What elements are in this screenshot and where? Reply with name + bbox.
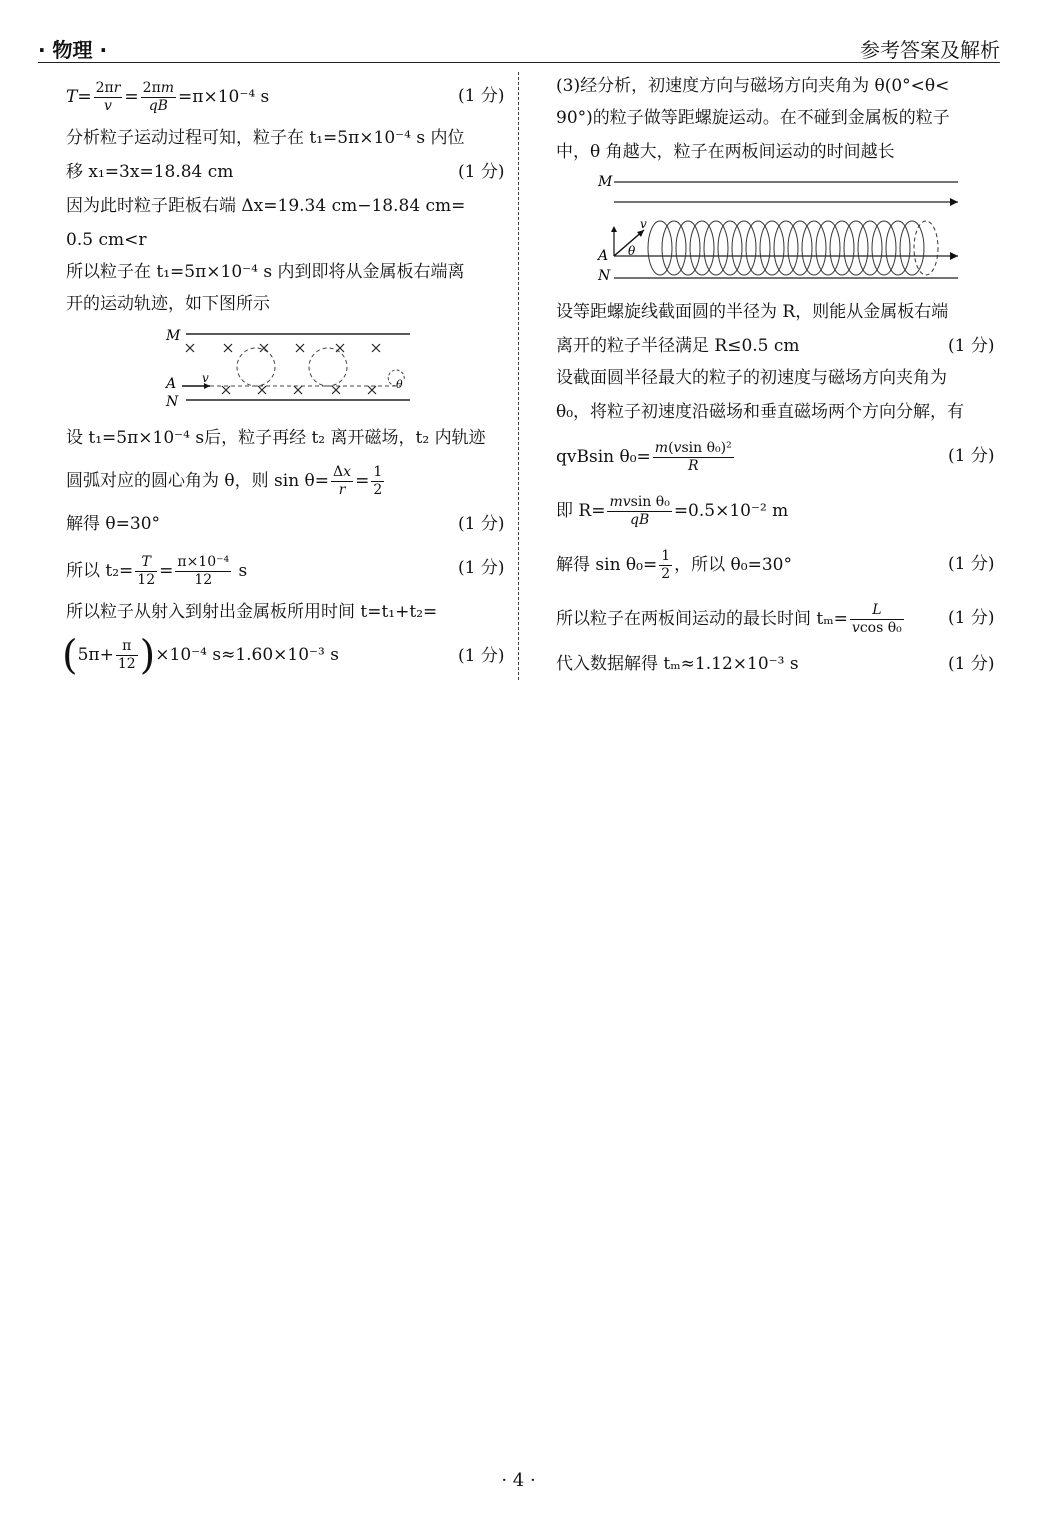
label-n: N (598, 268, 611, 284)
helix-figure (594, 168, 964, 288)
text-line: 0.5 cm<r (66, 230, 147, 250)
score-mark: (1 分) (458, 646, 505, 666)
text-line: 中，θ 角越大，粒子在两板间运动的时间越长 (556, 142, 895, 162)
text-line: 设截面圆半径最大的粒子的初速度与磁场方向夹角为 (556, 368, 947, 388)
radius-equation: 即 R= $\frac{\text{mvsin θ₀}}{qB}$ =0.5×10⁻² m (556, 494, 789, 528)
score-mark: (1 分) (948, 446, 995, 466)
sin-theta-line: 圆弧对应的圆心角为 θ，则 sin θ= $\frac{\Delta x}{r}$ = $\frac{1}{2}$ (66, 464, 383, 498)
score-mark: (1 分) (948, 554, 995, 574)
period-formula: T= $\frac{2\pi r}{v}$ = $\frac{2\pi m}{qB}$ =π×10⁻⁴ s (66, 80, 270, 114)
header-title: 参考答案及解析 (860, 38, 1000, 62)
score-mark: (1 分) (458, 558, 505, 578)
text-line: 90°)的粒子做等距螺旋运动。在不碰到金属板的粒子 (556, 108, 950, 128)
text-line: 所以粒子在 t₁=5π×10⁻⁴ s 内到即将从金属板右端离 (66, 262, 465, 282)
total-time-formula: (5π+ $\frac{\pi}{12}$ )×10⁻⁴ s≈1.60×10⁻³ s (62, 632, 339, 679)
label-v: v (640, 217, 647, 231)
label-theta: θ (628, 244, 636, 258)
score-mark: (1 分) (948, 608, 995, 628)
max-time-formula: 所以粒子在两板间运动的最长时间 tₘ= $\frac{L}{\text{vcos θ₀}}$ (556, 602, 902, 636)
text-line: 解得 θ=30° (66, 514, 161, 534)
score-mark: (1 分) (458, 86, 505, 106)
text-line: 开的运动轨迹，如下图所示 (66, 294, 270, 314)
theta0-solution: 解得 sin θ₀= $\frac{1}{2}$ ，所以 θ₀=30° (556, 548, 792, 582)
label-m: M (166, 328, 181, 344)
label-theta: θ (396, 378, 403, 391)
label-v: v (202, 371, 209, 385)
score-mark: (1 分) (458, 514, 505, 534)
text-line: 因为此时粒子距板右端 Δx=19.34 cm−18.84 cm= (66, 196, 466, 216)
label-m: M (598, 174, 613, 190)
text-line: 移 x₁=3x=18.84 cm (66, 162, 234, 182)
subject-label: · 物理 · (38, 38, 108, 62)
text-line: 设 t₁=5π×10⁻⁴ s后，粒子再经 t₂ 离开磁场，t₂ 内轨迹 (66, 428, 486, 448)
force-equation: qvBsin θ₀= $\frac{\text{m(vsin θ₀)²}}{R}$ (556, 440, 732, 474)
label-a: A (166, 376, 177, 392)
label-n: N (166, 394, 179, 410)
label-a: A (598, 248, 609, 264)
text-line: θ₀，将粒子初速度沿磁场和垂直磁场两个方向分解，有 (556, 402, 965, 422)
score-mark: (1 分) (948, 336, 995, 356)
score-mark: (1 分) (458, 162, 505, 182)
column-divider (518, 72, 519, 680)
score-mark: (1 分) (948, 654, 995, 674)
text-line: 代入数据解得 tₘ≈1.12×10⁻³ s (556, 654, 799, 674)
text-line: 所以粒子从射入到射出金属板所用时间 t=t₁+t₂= (66, 602, 438, 622)
page-header (38, 30, 1000, 63)
t2-formula: 所以 t₂= $\frac{T}{12}$ = $\frac{\text{π×10⁻⁴}}{12}$ s (66, 554, 248, 588)
text-line: 离开的粒子半径满足 R≤0.5 cm (556, 336, 800, 356)
text-line: 设等距螺旋线截面圆的半径为 R，则能从金属板右端 (556, 302, 949, 322)
trajectory-figure (160, 322, 420, 412)
text-line: (3)经分析，初速度方向与磁场方向夹角为 θ(0°<θ< (556, 76, 950, 96)
page-number: · 4 · (501, 1470, 536, 1491)
text-line: 分析粒子运动过程可知，粒子在 t₁=5π×10⁻⁴ s 内位 (66, 128, 465, 148)
